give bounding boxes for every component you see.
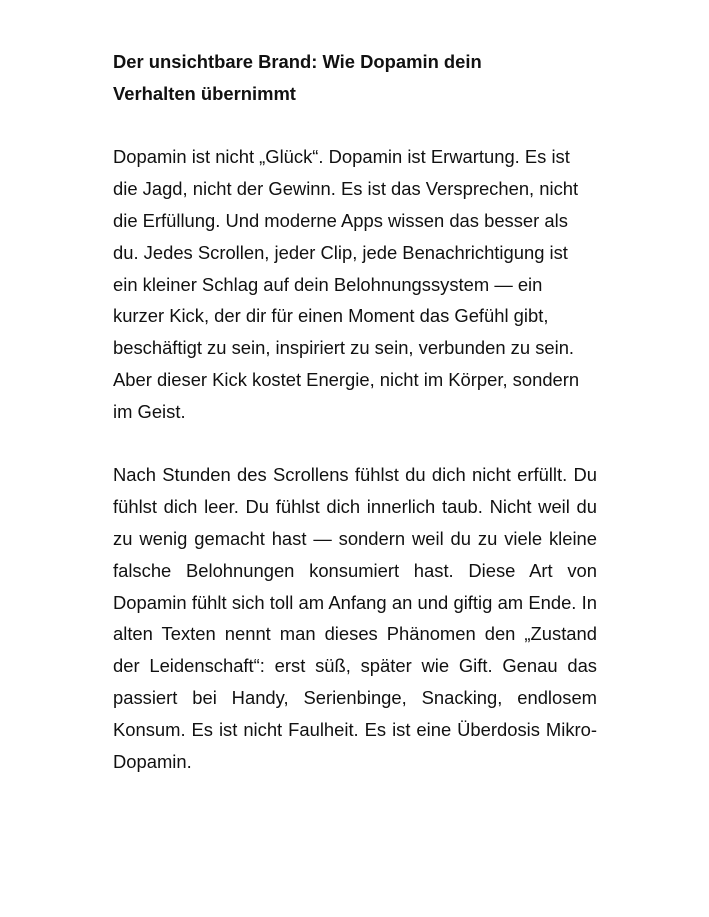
article-paragraph: Dopamin ist nicht „Glück“. Dopamin ist Erwartung. Es ist die Jagd, nicht der Gewinn. Es ist das Versprechen, nicht die Erfüllung. Und moderne Apps wissen das besser als du. Jedes Scrollen, jeder Clip, jede Benachrichtigung ist ein kleiner Schlag auf dein Belohnungssystem — ein kurzer Kick, der dir für einen Moment das Gefühl gibt, beschäftigt zu sein, inspiriert zu sein, verbunden zu sein. Aber dieser Kick kostet Energie, nicht im Körper, sondern im Geist.	[113, 146, 580, 422]
article-paragraph: Nach Stunden des Scrollens fühlst du dich nicht erfüllt. Du fühlst dich leer. Du fühlst dich innerlich taub. Nicht weil du zu wenig gemacht hast — sondern weil du zu viele kleine falsche Belohnungen konsumiert hast. Diese Art von Dopamin fühlt sich toll am Anfang an und giftig am Ende. In alten Texten nennt man dieses Phänomen den „Zustand der Leidenschaft“: erst süß, später wie Gift. Genau das passiert bei Handy, Serienbinge, Snacking, endlosem Konsum. Es ist nicht Faulheit. Es ist eine Überdosis Mikro-Dopamin.	[113, 464, 597, 772]
article-title: Der unsichtbare Brand: Wie Dopamin dein Verhalten übernimmt	[113, 51, 482, 104]
article	[113, 46, 597, 777]
